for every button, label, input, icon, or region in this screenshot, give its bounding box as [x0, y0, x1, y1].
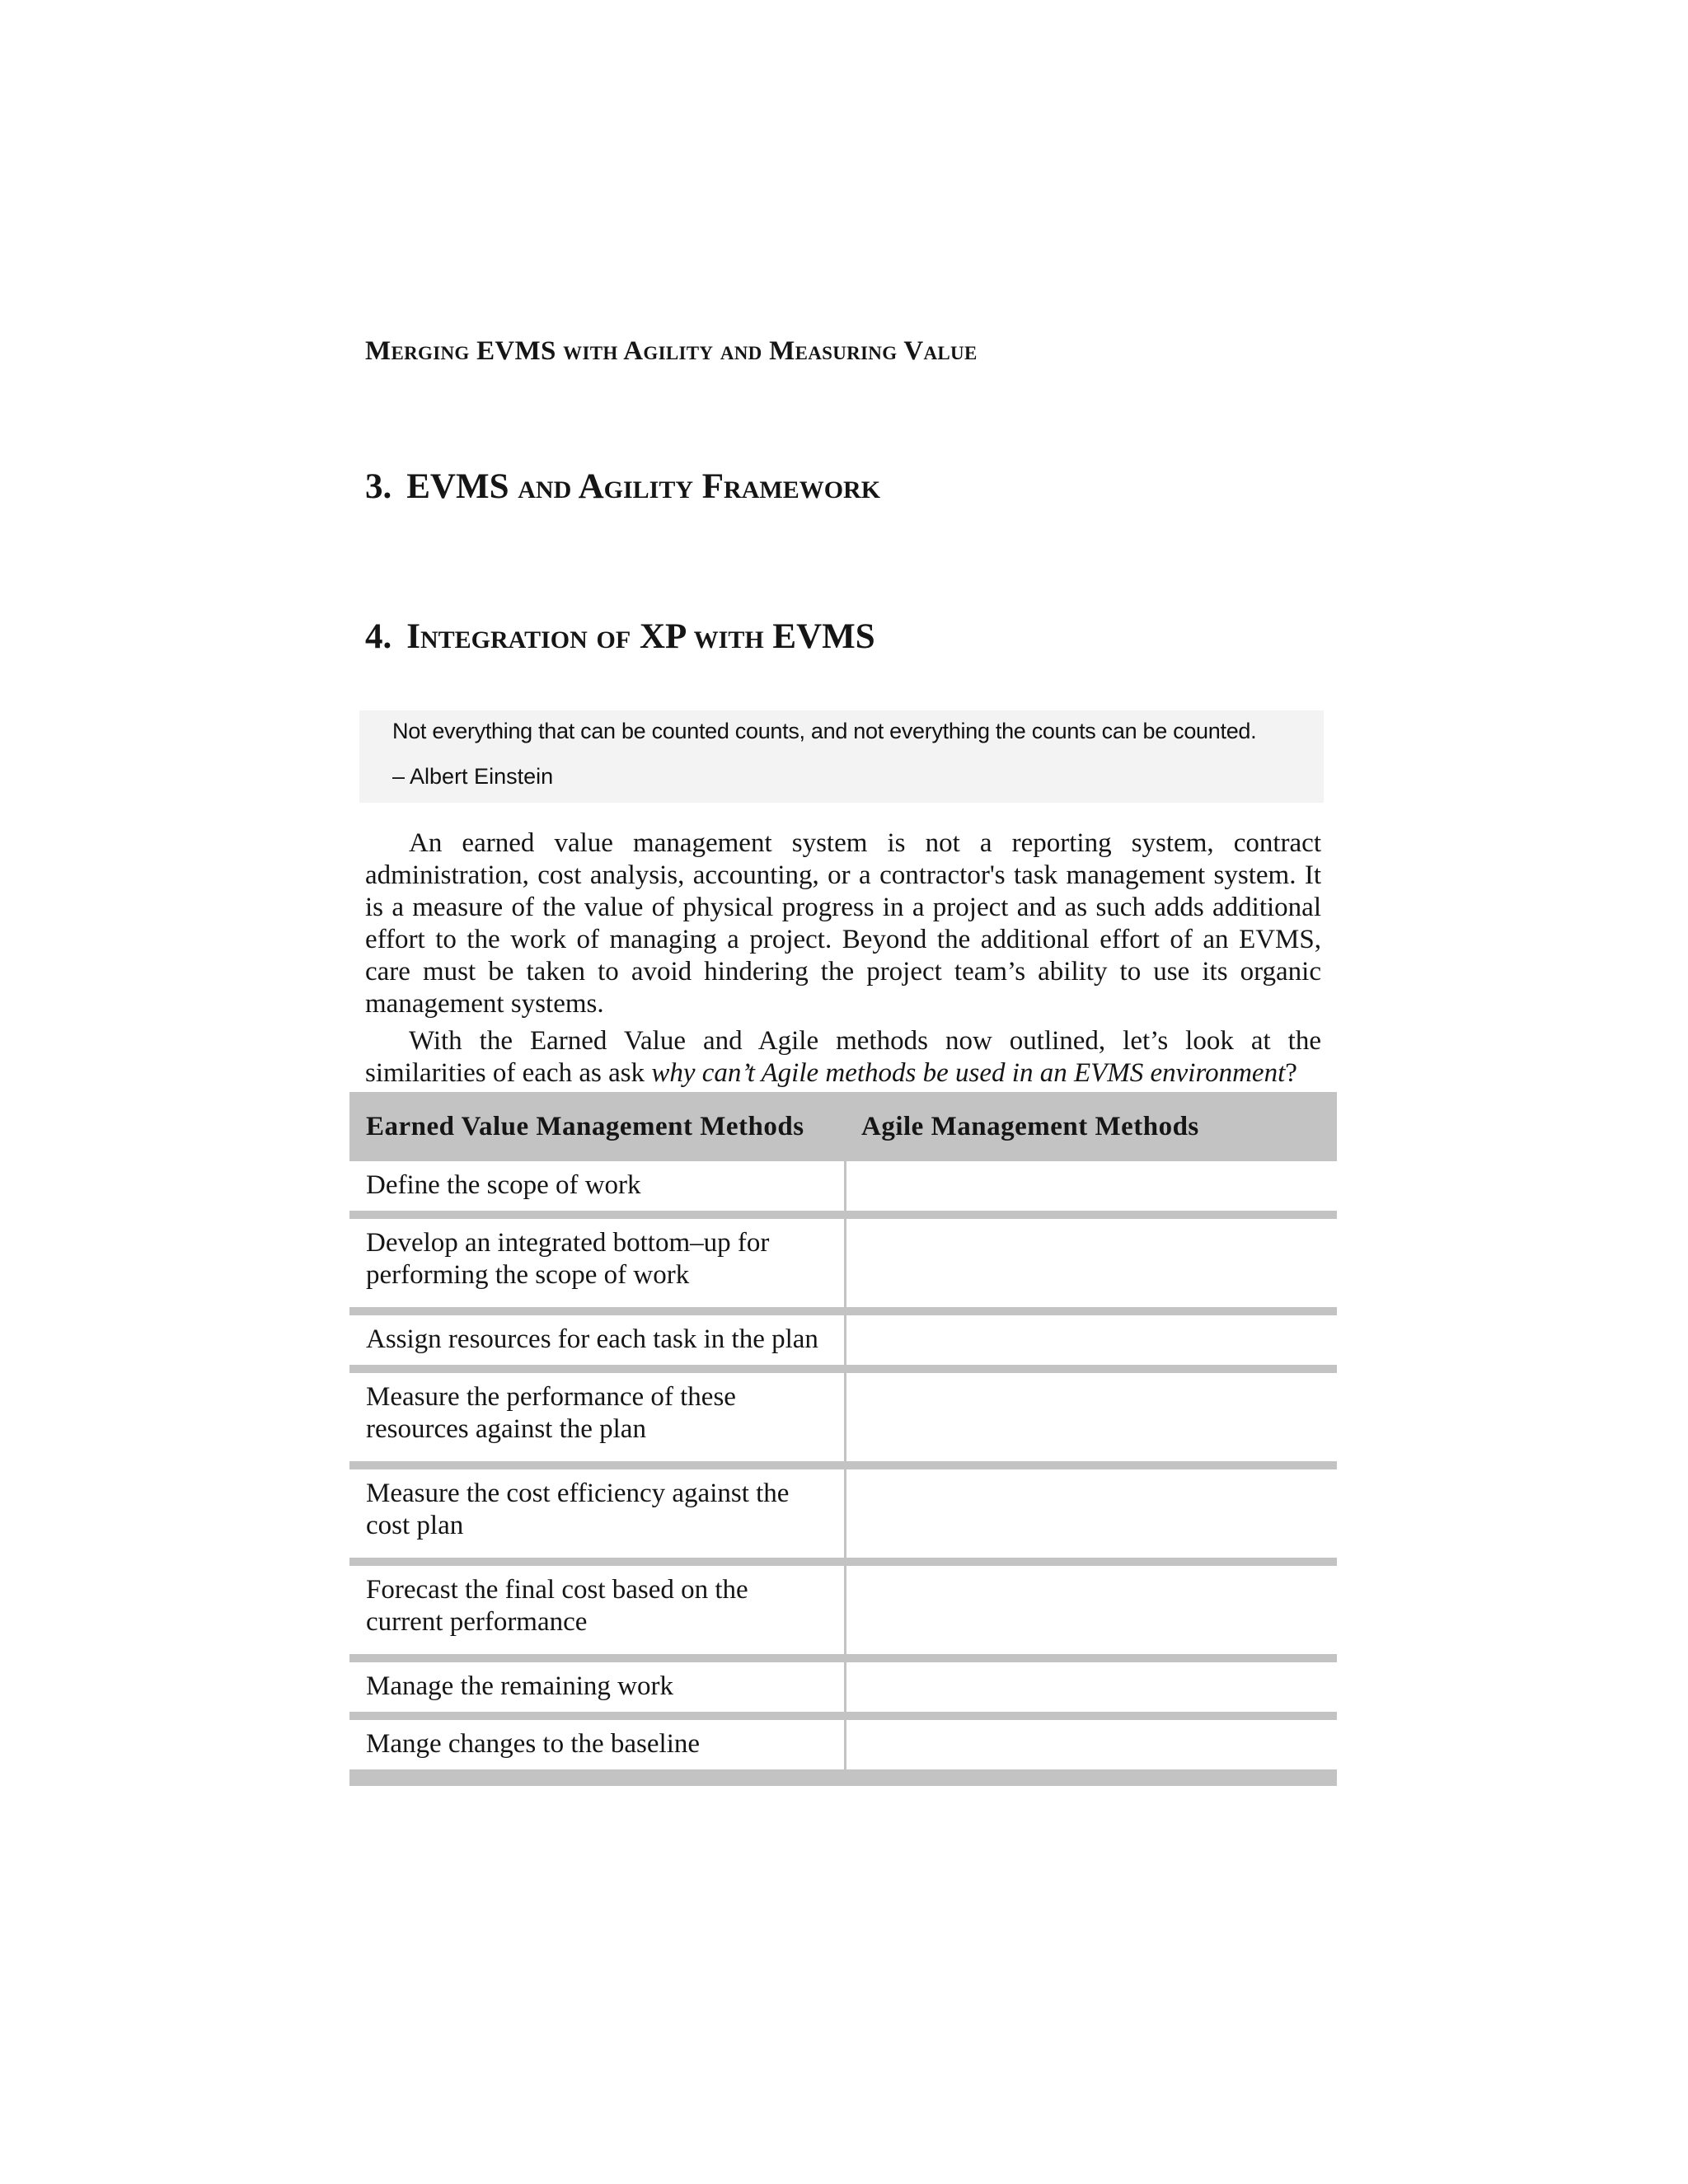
paragraph-2-lead: With the Earned Value and Agile methods now outlined, let’s look at the similarities of each as ask	[365, 1026, 1321, 1088]
quote-text: Not everything that can be counted counts, and not everything the counts can be counted.	[392, 719, 1257, 743]
evm-method-cell: Define the scope of work	[349, 1161, 845, 1215]
body-paragraph-2	[365, 1025, 1321, 1090]
agile-method-cell	[845, 1658, 1337, 1716]
agile-method-cell	[845, 1465, 1337, 1562]
table-header-row	[349, 1092, 1337, 1161]
evm-method-cell: Manage the remaining work	[349, 1658, 845, 1716]
methods-comparison-table	[349, 1092, 1337, 1786]
evm-method-cell: Measure the performance of these resources against the plan	[349, 1369, 845, 1465]
body-paragraph-1: An earned value management system is not a reporting system, contract administration, cost analysis, accounting, or a contractor's task management system. It is a measure of the value of physical progress in a project and as such adds additional effort to the work of managing a project. Beyond the additional effort of an EVMS, care must be taken to avoid hindering the project team’s ability to use its organic management systems.	[365, 828, 1321, 1019]
section-3-heading	[365, 466, 880, 507]
agile-method-cell	[845, 1562, 1337, 1658]
running-header: Merging EVMS with Agility and Measuring Value	[365, 336, 978, 366]
evm-method-cell: Mange changes to the baseline	[349, 1716, 845, 1778]
table-row	[349, 1658, 1337, 1716]
table-row	[349, 1215, 1337, 1311]
header-agile-methods: Agile Management Methods	[845, 1092, 1337, 1161]
epigraph-quote-box	[359, 710, 1324, 803]
evm-method-cell: Measure the cost efficiency against the cost plan	[349, 1465, 845, 1562]
section-3-number: 3.	[365, 467, 392, 506]
quote-author: – Albert Einstein	[392, 764, 554, 789]
table-row	[349, 1562, 1337, 1658]
section-4-title: Integration of XP with EVMS	[406, 617, 875, 656]
paragraph-2-tail: ?	[1285, 1058, 1297, 1088]
section-4-heading	[365, 616, 875, 657]
section-3-title: EVMS and Agility Framework	[406, 467, 881, 506]
evm-method-cell: Assign resources for each task in the plan	[349, 1311, 845, 1369]
evm-method-cell: Forecast the final cost based on the current performance	[349, 1562, 845, 1658]
table-row	[349, 1311, 1337, 1369]
agile-method-cell	[845, 1215, 1337, 1311]
table-row	[349, 1369, 1337, 1465]
agile-method-cell	[845, 1161, 1337, 1215]
table-row	[349, 1716, 1337, 1778]
agile-method-cell	[845, 1311, 1337, 1369]
section-4-number: 4.	[365, 617, 392, 656]
header-evm-methods: Earned Value Management Methods	[349, 1092, 845, 1161]
paragraph-2-emphasis: why can’t Agile methods be used in an EVMS environment	[651, 1058, 1286, 1088]
table-row	[349, 1465, 1337, 1562]
evm-method-cell: Develop an integrated bottom–up for performing the scope of work	[349, 1215, 845, 1311]
agile-method-cell	[845, 1369, 1337, 1465]
table-row	[349, 1161, 1337, 1215]
agile-method-cell	[845, 1716, 1337, 1778]
